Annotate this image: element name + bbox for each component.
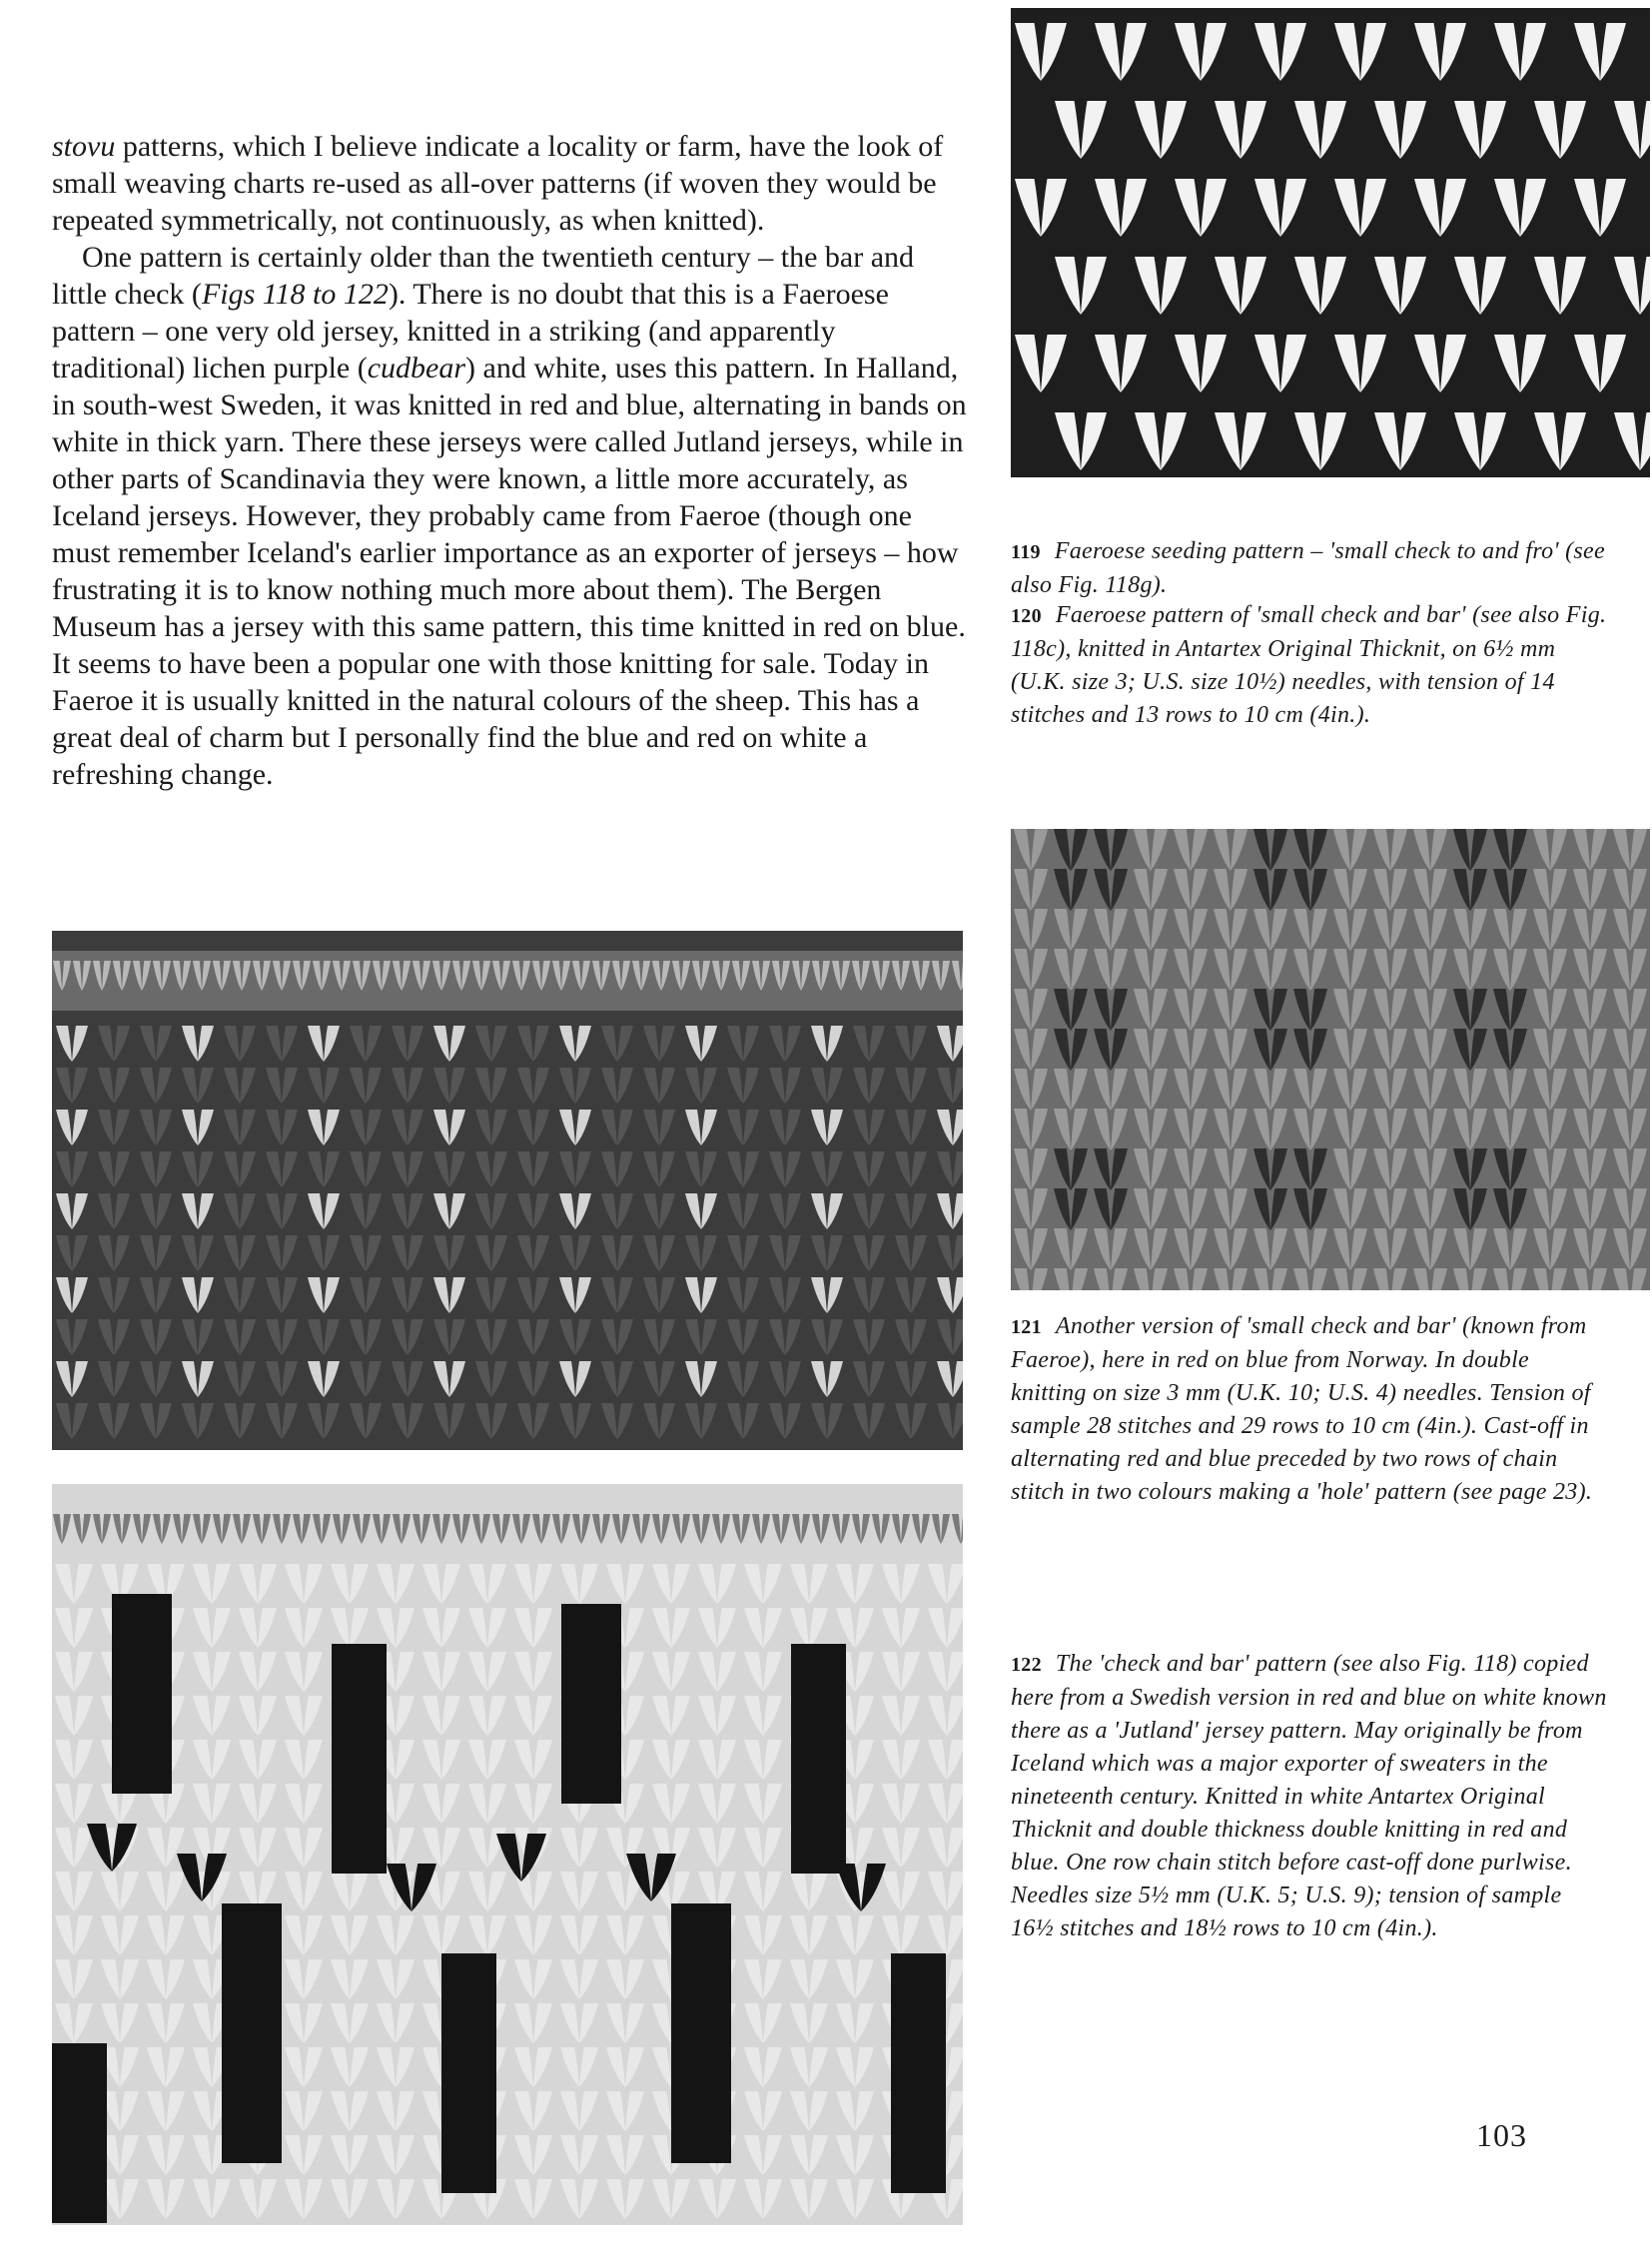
- dark-bar: [671, 1903, 731, 2163]
- dark-bar: [791, 1644, 846, 1874]
- caption-120-text: Faeroese pattern of 'small check and bar' (see also Fig. 118c), knitted in Antartex Original Thicknit, on 6½ mm (U.K. size 3; U.S. size 10½) needles, with tension of 14 stitches and 13 rows to 10 cm (4in.).: [1011, 602, 1607, 728]
- dark-bar: [891, 1953, 946, 2193]
- cudbear-term: cudbear: [367, 352, 466, 384]
- stovu-term: stovu: [52, 130, 116, 163]
- dark-bar: [561, 1604, 621, 1804]
- caption-119-number: 119: [1011, 541, 1041, 563]
- paragraph-1-text: patterns, which I believe indicate a locality or farm, have the look of small weaving charts re-used as all-over patterns (if woven they would be repeated symmetrically, not continuously, as when knitted).: [52, 130, 944, 237]
- caption-121-text: Another version of 'small check and bar' (known from Faeroe), here in red on blue from Norway. In double knitting on size 3 mm (U.K. 10; U.S. 4) needles. Tension of sample 28 stitches and 29 rows to 10 cm (4in.). Cast-off in alternating red and blue preceded by two rows of chain stitch in two colours making a 'hole' pattern (see page 23).: [1011, 1313, 1593, 1505]
- caption-122: [1011, 1648, 1610, 1945]
- dark-bar: [441, 1953, 496, 2193]
- figure-122-knit-pattern: [52, 1484, 963, 2225]
- paragraph-2-part1: One pattern is certainly older than the twentieth century – the bar and little check (: [52, 241, 915, 311]
- dark-bar: [222, 1903, 282, 2163]
- figure-119-knit-pattern: [1011, 8, 1650, 477]
- paragraph-2-part3: ) and white, uses this pattern. In Halland, in south-west Sweden, it was knitted in red and blue, alternating in bands on white in thick yarn. There these jerseys were called Jutland jerseys, while in other parts of Scandinavia they were known, a little more accurately, as Iceland jerseys. However, they probably came from Faeroe (though one must remember Iceland's earlier importance as an exporter of jerseys – how frustrating it is to know nothing much more about them). The Bergen Museum has a jersey with this same pattern, this time knitted in red on blue. It seems to have been a popular one with those knitting for sale. Today in Faeroe it is usually knitted in the natural colours of the sheep. This has a great deal of charm but I personally find the blue and red on white a refreshing change.: [52, 352, 967, 791]
- body-paragraph-2: [52, 239, 971, 793]
- figure-120-photo: [1011, 829, 1650, 1290]
- caption-120: [1011, 599, 1610, 732]
- figure-121-photo: [52, 931, 963, 1450]
- figure-119-photo: [1011, 8, 1650, 477]
- dark-bar: [112, 1594, 172, 1794]
- caption-122-text: The 'check and bar' pattern (see also Fig. 118) copied here from a Swedish version in red and blue on white known there as a 'Jutland' jersey pattern. May originally be from Iceland which was a major exporter of sweaters in the nineteenth century. Knitted in white Antartex Original Thicknit and double thickness double knitting in red and blue. One row chain stitch before cast-off done purlwise. Needles size 5½ mm (U.K. 5; U.S. 9); tension of sample 16½ stitches and 18½ rows to 10 cm (4in.).: [1011, 1651, 1607, 1941]
- body-paragraph-1: [52, 128, 971, 239]
- caption-119: [1011, 535, 1610, 602]
- caption-122-number: 122: [1011, 1654, 1042, 1676]
- figure-121-knit-pattern: [52, 931, 963, 1450]
- figure-122-photo: [52, 1484, 963, 2225]
- caption-121-number: 121: [1011, 1316, 1042, 1338]
- dark-bar: [52, 2043, 107, 2223]
- dark-bar: [332, 1644, 387, 1874]
- cast-off-edge: [52, 951, 963, 1011]
- caption-120-number: 120: [1011, 605, 1042, 627]
- figure-120-knit-pattern: [1011, 829, 1650, 1290]
- caption-119-text: Faeroese seeding pattern – 'small check to and fro' (see also Fig. 118g).: [1011, 538, 1605, 598]
- body-text: [52, 128, 971, 793]
- caption-121: [1011, 1310, 1610, 1509]
- paragraph-2-part2: ). There is no doubt that this is a Faeroese pattern – one very old jersey, knitted in a striking (and apparently traditional) lichen purple (: [52, 278, 889, 384]
- figs-reference: Figs 118 to 122: [201, 278, 389, 311]
- page-number: 103: [1476, 2117, 1527, 2153]
- fig119-background: [1011, 8, 1650, 477]
